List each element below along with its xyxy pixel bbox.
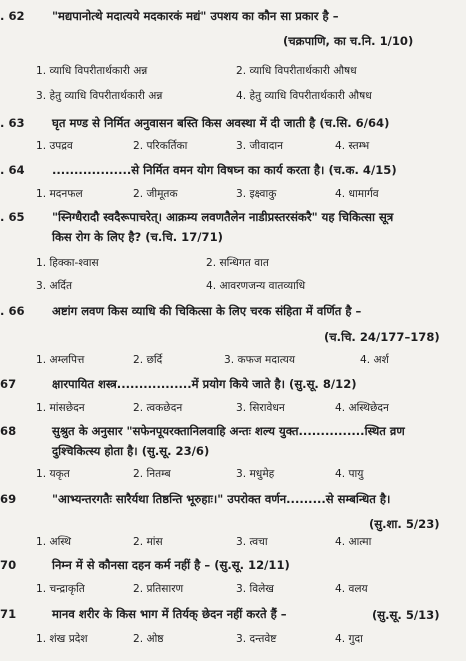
question-text: दुश्चिकित्स्य होता है। (सु.सू. 23/6) — [52, 444, 210, 458]
question-text: सुश्रुत के अनुसार "सफेनपूयरक्तानिलवाहि अन्तः शल्य युक्त...............स्थित व्रण — [52, 424, 405, 438]
option: 1. शंख प्रदेश — [36, 633, 88, 645]
option: 2. मांस — [133, 536, 163, 548]
question-reference: (सु.शा. 5/23) — [369, 517, 440, 531]
question-number: 67 — [0, 377, 17, 391]
question-text: किस रोग के लिए है? (च.चि. 17/71) — [52, 230, 223, 244]
question-number: . 62 — [0, 9, 25, 23]
option: 4. पायु — [335, 468, 364, 480]
option: 2. सन्धिगत वात — [206, 257, 269, 269]
question-text: मानव शरीर के किस भाग में तिर्यक् छेदन नहीं करते हैं – — [52, 607, 287, 621]
option: 3. अर्दित — [36, 280, 72, 292]
option: 2. ओष्ठ — [133, 633, 164, 645]
option: 1. मांसछेदन — [36, 402, 85, 414]
question-number: 70 — [0, 558, 17, 572]
option: 4. वलय — [335, 583, 368, 595]
option: 2. त्वकछेदन — [133, 402, 183, 414]
question-number: . 63 — [0, 116, 25, 130]
option: 4. आत्मा — [335, 536, 372, 548]
option: 1. व्याधि विपरीतार्थकारी अन्न — [36, 65, 148, 77]
question-text: निम्न में से कौनसा दहन कर्म नहीं है – (सु.सू. 12/11) — [52, 558, 290, 572]
option: 3. मधुमेह — [236, 468, 275, 480]
option: 4. हेतु व्याधि विपरीतार्थकारी औषध — [236, 90, 372, 102]
option: 2. प्रतिसारण — [133, 583, 184, 595]
option: 3. हेतु व्याधि विपरीतार्थकारी अन्न — [36, 90, 163, 102]
option: 4. गुदा — [335, 633, 363, 645]
question-text: अष्टांग लवण किस व्याधि की चिकित्सा के लिए चरक संहिता में वर्णित है – — [52, 304, 362, 318]
option: 1. उपद्रव — [36, 140, 73, 152]
option: 1. अस्थि — [36, 536, 71, 548]
option: 4. धामार्गव — [335, 188, 379, 200]
question-number: . 65 — [0, 210, 25, 224]
option: 1. मदनफल — [36, 188, 83, 200]
option: 1. अम्लपित्त — [36, 354, 85, 366]
option: 1. चन्द्राकृति — [36, 583, 85, 595]
option: 4. आवरणजन्य वातव्याधि — [206, 280, 306, 292]
option: 3. कफज मदात्यय — [224, 354, 296, 366]
option: 3. त्वचा — [236, 536, 268, 548]
question-number: 71 — [0, 607, 17, 621]
option: 3. सिरावेधन — [236, 402, 285, 414]
question-reference: (चक्रपाणि, का च.नि. 1/10) — [283, 34, 414, 48]
question-text: "मद्यपानोत्थे मदात्यये मदकारकं मद्यं" उपशय का कौन सा प्रकार है – — [52, 9, 339, 23]
option: 2. नितम्ब — [133, 468, 171, 480]
question-text: क्षारपायित शस्त्र.................में प्रयोग किये जाते है। (सु.सू. 8/12) — [52, 377, 357, 391]
option: 3. जीवादान — [236, 140, 283, 152]
option: 2. परिकर्तिका — [133, 140, 188, 152]
question-text: "स्निग्धैरादौ स्वदैरूपाचरेत्। आक्रम्य लवणतैलेन नाडीप्रस्तरसंकरै" यह चिकित्सा सूत्र — [52, 210, 394, 224]
option: 2. जीमूतक — [133, 188, 178, 200]
question-reference: (सु.सू. 5/13) — [372, 608, 440, 622]
question-number: . 66 — [0, 304, 25, 318]
question-number: 68 — [0, 424, 17, 438]
option: 3. दन्तवेष्ट — [236, 633, 277, 645]
option: 1. हिक्का-श्वास — [36, 257, 99, 269]
question-text: घृत मण्ड से निर्मित अनुवासन बस्ति किस अवस्था में दी जाती है (च.सि. 6/64) — [52, 116, 390, 130]
question-number: 69 — [0, 492, 17, 506]
question-number: . 64 — [0, 163, 25, 177]
option: 4. अस्थिछेदन — [335, 402, 389, 414]
option: 2. छर्दि — [133, 354, 163, 366]
option: 3. इक्ष्वाकु — [236, 188, 277, 200]
option: 1. यकृत — [36, 468, 70, 480]
question-text: "आभ्यन्तरगतैः सारैर्यथा तिष्ठन्ति भूरुहाः।" उपरोक्त वर्णन.........से सम्बन्धित है। — [52, 492, 391, 506]
question-reference: (च.चि. 24/177–178) — [324, 330, 440, 344]
option: 2. व्याधि विपरीतार्थकारी औषध — [236, 65, 357, 77]
option: 4. स्तम्भ — [335, 140, 370, 152]
option: 3. विलेख — [236, 583, 274, 595]
question-text: ..................से निर्मित वमन योग विषघ्न का कार्य करता है। (च.क. 4/15) — [52, 163, 397, 177]
option: 4. अर्श — [360, 354, 389, 366]
